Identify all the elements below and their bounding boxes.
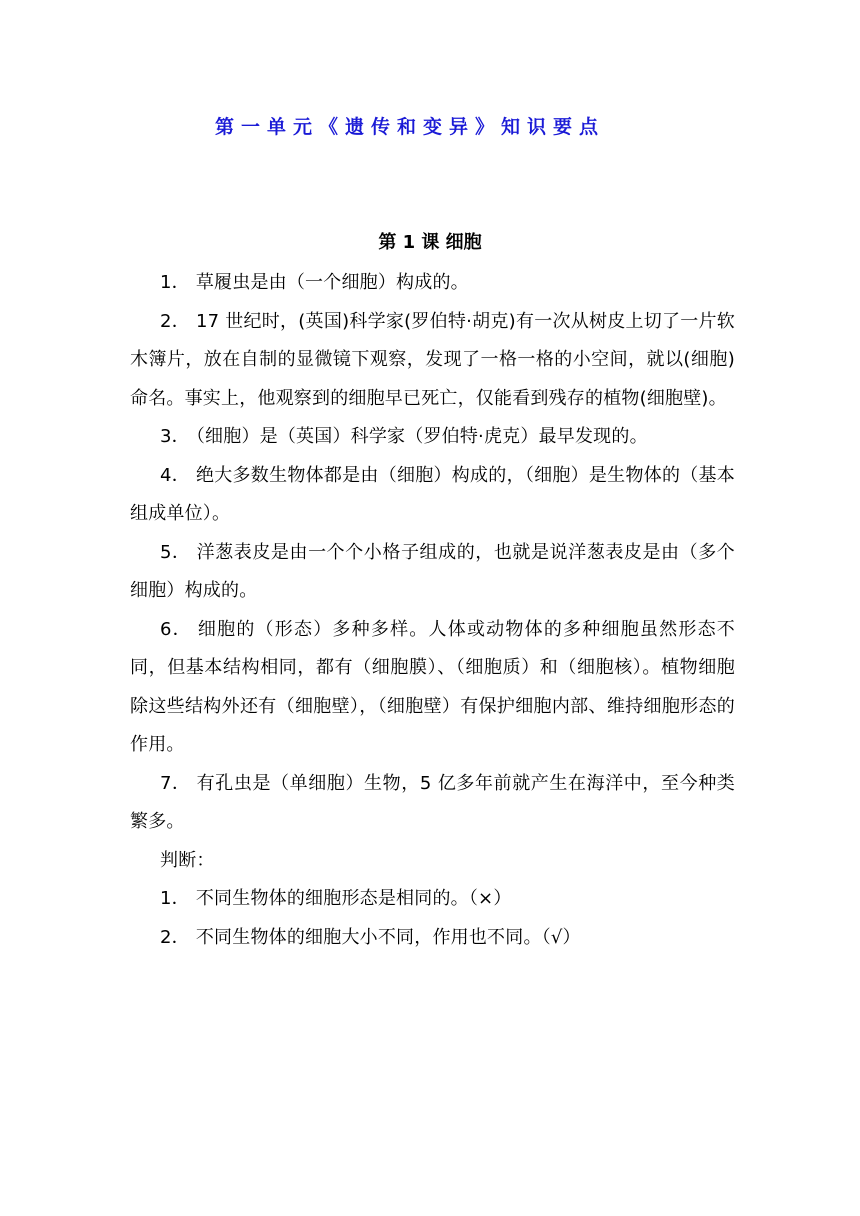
judgement-number: 2． [160,926,190,948]
point-text: 有孔虫是（单细胞）生物，5 亿多年前就产生在海洋中，至今种类繁多。 [130,772,735,832]
point-number: 3． [160,426,190,447]
point-text: 绝大多数生物体都是由（细胞）构成的，（细胞）是生物体的（基本组成单位）。 [130,464,735,524]
point-text: 草履虫是由（一个细胞）构成的。 [195,272,469,293]
judgement-number: 1． [160,888,190,909]
point-number: 5． [160,541,191,563]
point-text: （细胞）是（英国）科学家（罗伯特·虎克）最早发现的。 [195,426,648,447]
judgement-item-1 [130,880,735,919]
knowledge-point-7 [130,765,735,842]
lesson-title: 第 1 课 细胞 [378,232,482,253]
judgement-label: 判断： [160,849,215,871]
knowledge-point-6 [130,611,735,765]
judgement-item-2 [130,919,735,958]
point-number: 2． [160,310,190,332]
knowledge-point-3 [130,418,735,457]
knowledge-point-1 [130,264,735,303]
judgement-text: 不同生物体的细胞大小不同，作用也不同。（√） [195,926,581,948]
point-text: 细胞的（形态）多种多样。人体或动物体的多种细胞虽然形态不同，但基本结构相同，都有（细胞膜）、（细胞质）和（细胞核）。植物细胞除这些结构外还有（细胞壁），（细胞壁）有保护细胞内部、维持细胞形态的作用。 [130,618,735,755]
judgement-text: 不同生物体的细胞形态是相同的。（×） [195,888,512,909]
knowledge-point-2 [130,303,735,419]
document-title: 第一单元《遗传和变异》知识要点 [214,116,605,138]
point-number: 4． [160,464,190,486]
point-number: 6． [160,618,192,640]
knowledge-point-5 [130,534,735,611]
point-number: 7． [160,772,191,794]
point-text: 洋葱表皮是由一个个小格子组成的，也就是说洋葱表皮是由（多个细胞）构成的。 [130,541,735,601]
knowledge-point-4 [130,457,735,534]
lesson-content [130,264,735,957]
point-text: 17 世纪时，(英国)科学家(罗伯特·胡克)有一次从树皮上切了一片软木簿片，放在自制的显微镜下观察，发现了一格一格的小空间，就以(细胞)命名。事实上，他观察到的细胞早已死亡，仅能看到残存的植物(细胞壁)。 [130,310,735,409]
point-number: 1． [160,272,190,293]
